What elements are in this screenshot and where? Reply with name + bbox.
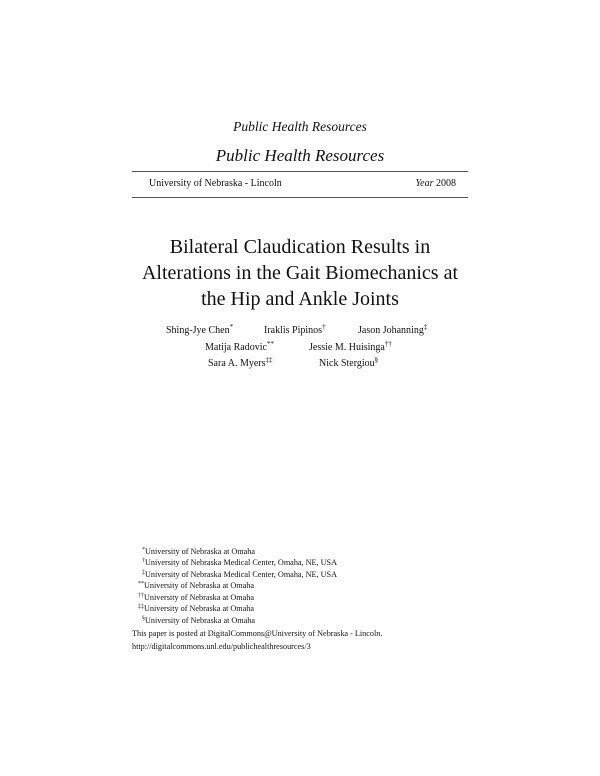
author-name	[309, 342, 392, 353]
author-name	[205, 342, 274, 353]
footnote-text: University of Nebraska at Omaha	[144, 593, 255, 602]
affiliation-footnote	[142, 546, 255, 557]
footnote-mark: ††	[138, 593, 144, 599]
footnote-text: University of Nebraska Medical Center, Omaha, NE, USA	[145, 558, 338, 567]
paper-title	[0, 234, 600, 312]
author-name	[208, 358, 273, 369]
author-name-text: Nick Stergiou	[319, 358, 375, 369]
footnote-text: University of Nebraska at Omaha	[145, 616, 256, 625]
footnote-mark: *	[142, 547, 145, 553]
author-name-text: Jason Johanning	[358, 325, 424, 336]
author-name-text: Matija Radovic	[205, 342, 267, 353]
author-name	[264, 325, 326, 336]
author-mark: §	[374, 356, 379, 364]
header-rule-bottom	[132, 197, 468, 198]
header-rule-top	[132, 171, 468, 172]
author-name-text: Sara A. Myers	[208, 358, 266, 369]
year-label: Year	[415, 178, 434, 189]
year-value: 2008	[436, 178, 456, 189]
title-line: Alterations in the Gait Biomechanics at	[141, 262, 459, 284]
publication-year	[416, 178, 456, 189]
affiliation-footnote	[138, 580, 254, 591]
author-name	[358, 325, 427, 336]
repository-url[interactable]: http://digitalcommons.unl.edu/publichealthresources/3	[132, 642, 311, 651]
author-name	[166, 325, 233, 336]
footnote-text: University of Nebraska at Omaha	[144, 581, 255, 590]
footnote-mark: §	[142, 616, 145, 622]
affiliation-footnote	[138, 592, 254, 603]
affiliation-footnote	[142, 615, 255, 626]
series-name-small: Public Health Resources	[233, 119, 367, 134]
footnote-mark: ‡‡	[138, 604, 144, 610]
series-name-large: Public Health Resources	[215, 146, 385, 165]
posting-notice: This paper is posted at DigitalCommons@University of Nebraska - Lincoln.	[132, 629, 383, 638]
author-name-text: Jessie M. Huisinga	[309, 342, 385, 353]
author-mark: ‡	[423, 323, 428, 331]
author-mark: *	[229, 323, 234, 331]
author-name-text: Iraklis Pipinos	[264, 325, 323, 336]
affiliation-footnote	[142, 557, 337, 568]
author-mark: ‡‡	[265, 356, 273, 364]
author-name	[319, 358, 378, 369]
author-name-text: Shing-Jye Chen	[166, 325, 230, 336]
title-line: the Hip and Ankle Joints	[201, 288, 399, 310]
footnote-text: University of Nebraska at Omaha	[145, 547, 256, 556]
footnote-text: University of Nebraska Medical Center, Omaha, NE, USA	[145, 570, 338, 579]
footnote-text: University of Nebraska at Omaha	[144, 604, 255, 613]
affiliation-footnote	[142, 569, 337, 580]
affiliation-footnote	[138, 603, 254, 614]
institution-name: University of Nebraska - Lincoln	[149, 178, 282, 189]
title-line: Bilateral Claudication Results in	[169, 236, 431, 258]
footnote-mark: **	[138, 581, 144, 587]
author-mark: ††	[384, 340, 392, 348]
footnote-mark: †	[142, 558, 145, 564]
author-mark: †	[322, 323, 326, 331]
footnote-mark: ‡	[142, 570, 145, 576]
author-mark: **	[266, 340, 274, 348]
